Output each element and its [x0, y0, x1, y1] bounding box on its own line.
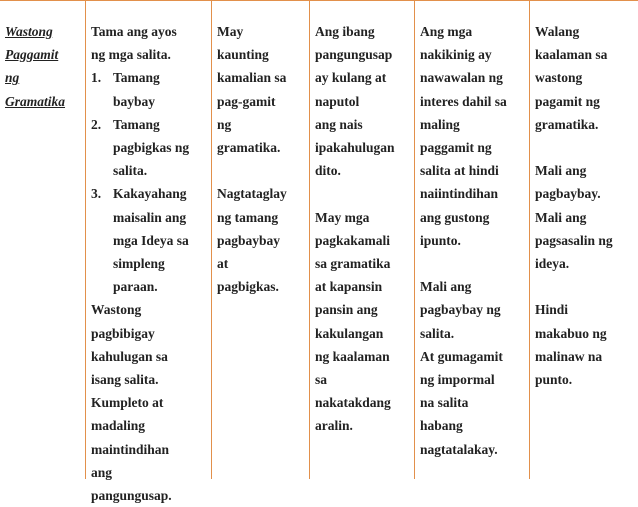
level-5-line: ideya.: [535, 256, 570, 272]
level-5-line: Walang: [535, 24, 580, 39]
criterion-column: [0, 0, 85, 479]
list-number: 2.: [91, 116, 102, 132]
level-4-line: nakikinig ay: [420, 47, 492, 63]
level-4-line: salita at hindi: [420, 163, 499, 179]
list-item-line: Tamang: [113, 70, 160, 86]
level-2-line: kaunting: [217, 47, 269, 63]
list-item-line: Kakayahang: [113, 186, 187, 202]
paragraph-gap: [420, 252, 527, 275]
level-3-line: dito.: [315, 163, 341, 179]
level-1-column: [85, 0, 211, 504]
level-1-numbered-list: [91, 66, 209, 298]
level-3-line: nakatakdang: [315, 395, 391, 411]
level-3-column: [309, 0, 414, 479]
level-2-line: pag-gamit: [217, 93, 276, 109]
level-4-line: Ang mga: [420, 24, 473, 39]
level-1-outro-line: isang salita.: [91, 372, 159, 388]
level-2-line: pagbigkas.: [217, 279, 279, 295]
list-item-line: maisalin ang: [113, 209, 187, 225]
level-4-line: ang gustong: [420, 209, 490, 225]
level-5-line: pagbaybay.: [535, 186, 601, 202]
level-3-line: at kapansin: [315, 279, 383, 295]
level-3-line: pansin ang: [315, 302, 378, 318]
criterion-line: Gramatika: [5, 93, 66, 109]
paragraph-gap: [535, 136, 636, 159]
level-3-line: Ang ibang: [315, 24, 375, 39]
list-item-line: mga Ideya sa: [113, 232, 189, 248]
level-3-line: kakulangan: [315, 325, 384, 341]
level-1-outro-line: Wastong: [91, 302, 142, 318]
criterion-line: ng: [5, 70, 20, 86]
list-item-line: paraan.: [113, 279, 158, 295]
level-5-line: malinaw na: [535, 348, 603, 364]
level-1-outro-line: madaling: [91, 418, 146, 434]
list-item-line: Tamang: [113, 116, 160, 132]
level-4-line: nawawalan ng: [420, 70, 503, 86]
list-item-line: baybay: [113, 93, 156, 109]
paragraph-gap: [315, 182, 412, 205]
level-4-line: na salita: [420, 395, 469, 411]
level-2-line: kamalian sa: [217, 70, 287, 86]
list-item-line: simpleng: [113, 256, 165, 272]
level-2-line: pagbaybay: [217, 232, 281, 248]
level-3-line: ang nais: [315, 116, 363, 132]
level-4-line: naiintindihan: [420, 186, 499, 202]
level-3-line: pagkakamali: [315, 232, 391, 248]
level-4-line: Mali ang: [420, 279, 472, 295]
level-5-line: pagamit ng: [535, 93, 600, 109]
list-item: [91, 182, 209, 298]
level-3-line: ng kaalaman: [315, 348, 390, 364]
level-3-line: aralin.: [315, 418, 353, 434]
level-4-line: ipunto.: [420, 232, 461, 248]
list-number: 1.: [91, 70, 102, 86]
level-1-outro-line: kahulugan sa: [91, 348, 168, 364]
list-item: [91, 113, 209, 183]
level-5-line: makabuo ng: [535, 325, 607, 341]
paragraph-gap: [217, 159, 307, 182]
level-4-line: At gumagamit: [420, 348, 503, 364]
level-4-line: salita.: [420, 325, 455, 341]
list-item: [91, 66, 209, 112]
level-3-line: naputol: [315, 93, 360, 109]
level-2-line: at: [217, 256, 229, 272]
level-1-outro-line: pagbibigay: [91, 325, 155, 341]
level-4-line: nagtatalakay.: [420, 441, 498, 457]
level-5-column: [529, 0, 638, 479]
level-3-line: ipakahulugan: [315, 140, 395, 156]
list-item-line: salita.: [113, 163, 148, 179]
level-1-outro-line: pangungusap.: [91, 488, 172, 504]
level-5-line: gramatika.: [535, 116, 599, 132]
level-4-line: paggamit ng: [420, 140, 492, 156]
level-3-line: pangungusap: [315, 47, 393, 63]
level-1-intro-line: ng mga salita.: [91, 47, 171, 63]
level-2-line: May: [217, 24, 244, 39]
level-2-line: ng tamang: [217, 209, 279, 225]
level-4-line: interes dahil sa: [420, 93, 507, 109]
level-4-line: maling: [420, 116, 460, 132]
level-1-intro-line: Tama ang ayos: [91, 24, 177, 39]
list-number: 3.: [91, 186, 102, 202]
level-5-line: wastong: [535, 70, 583, 86]
level-4-column: [414, 0, 529, 479]
criterion-line: Paggamit: [5, 47, 59, 63]
level-2-line: ng: [217, 116, 232, 132]
list-item-line: pagbigkas ng: [113, 140, 190, 156]
level-2-column: [211, 0, 309, 479]
level-1-outro-line: Kumpleto at: [91, 395, 164, 411]
level-1-outro-line: maintindihan: [91, 441, 170, 457]
level-3-line: sa gramatika: [315, 256, 391, 272]
level-2-line: Nagtataglay: [217, 186, 287, 202]
level-5-line: kaalaman sa: [535, 47, 608, 63]
level-2-line: gramatika.: [217, 140, 281, 156]
level-3-line: May mga: [315, 209, 370, 225]
level-3-line: sa: [315, 372, 328, 388]
level-4-line: habang: [420, 418, 463, 434]
paragraph-gap: [535, 275, 636, 298]
level-5-line: Mali ang: [535, 163, 587, 179]
level-5-line: Hindi: [535, 302, 569, 318]
level-4-line: pagbaybay ng: [420, 302, 501, 318]
level-5-line: Mali ang: [535, 209, 587, 225]
level-1-outro-line: ang: [91, 464, 113, 480]
criterion-line: Wastong: [5, 24, 53, 39]
level-3-line: ay kulang at: [315, 70, 387, 86]
level-4-line: ng impormal: [420, 372, 495, 388]
level-5-line: pagsasalin ng: [535, 232, 613, 248]
level-5-line: punto.: [535, 372, 573, 388]
